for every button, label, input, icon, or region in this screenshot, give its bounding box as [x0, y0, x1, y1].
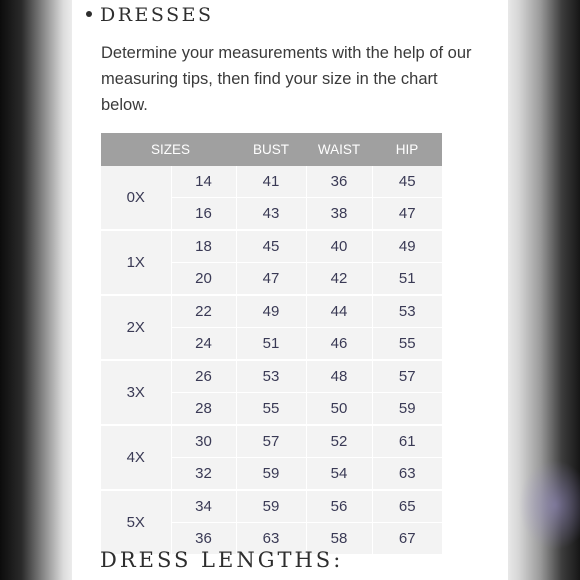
intro-paragraph: Determine your measurements with the help of our measuring tips, then find your size in the chart below.: [101, 44, 472, 114]
size-cell: 28: [171, 393, 236, 426]
waist-cell: 44: [306, 295, 372, 328]
table-row: [101, 490, 442, 523]
waist-cell: 52: [306, 425, 372, 458]
size-chart-body: [101, 166, 442, 555]
table-row: [101, 425, 442, 458]
size-cell: 30: [171, 425, 236, 458]
header-bust: BUST: [236, 133, 306, 166]
bust-cell: 41: [236, 166, 306, 198]
size-cell: 20: [171, 263, 236, 296]
left-blur-edge: [0, 0, 72, 580]
size-group-label: 1X: [101, 230, 171, 295]
waist-cell: 58: [306, 523, 372, 556]
dress-lengths-heading: DRESS LENGTHS:: [100, 548, 344, 572]
table-row: [101, 230, 442, 263]
size-cell: 24: [171, 328, 236, 361]
bust-cell: 45: [236, 230, 306, 263]
bust-cell: 59: [236, 490, 306, 523]
waist-cell: 38: [306, 198, 372, 231]
dresses-heading: [86, 4, 214, 26]
hip-cell: 65: [372, 490, 442, 523]
hip-cell: 57: [372, 360, 442, 393]
hip-cell: 45: [372, 166, 442, 198]
size-group-label: 5X: [101, 490, 171, 555]
bust-cell: 63: [236, 523, 306, 556]
header-sizes: SIZES: [101, 133, 236, 166]
hip-cell: 59: [372, 393, 442, 426]
waist-cell: 54: [306, 458, 372, 491]
size-guide-page: [72, 0, 508, 580]
size-group-label: 0X: [101, 166, 171, 230]
table-row: [101, 166, 442, 198]
hip-cell: 67: [372, 523, 442, 556]
size-cell: 34: [171, 490, 236, 523]
size-group-label: 3X: [101, 360, 171, 425]
bust-cell: 57: [236, 425, 306, 458]
bust-cell: 53: [236, 360, 306, 393]
hip-cell: 47: [372, 198, 442, 231]
size-group-label: 2X: [101, 295, 171, 360]
size-cell: 16: [171, 198, 236, 231]
waist-cell: 42: [306, 263, 372, 296]
size-cell: 36: [171, 523, 236, 556]
size-cell: 26: [171, 360, 236, 393]
hip-cell: 55: [372, 328, 442, 361]
bust-cell: 51: [236, 328, 306, 361]
hip-cell: 53: [372, 295, 442, 328]
waist-cell: 36: [306, 166, 372, 198]
right-blur-edge: [508, 0, 580, 580]
size-group-label: 4X: [101, 425, 171, 490]
hip-cell: 49: [372, 230, 442, 263]
header-hip: HIP: [372, 133, 442, 166]
hip-cell: 51: [372, 263, 442, 296]
dresses-heading-text: DRESSES: [100, 4, 214, 26]
size-cell: 22: [171, 295, 236, 328]
size-chart-table: [101, 133, 442, 556]
size-cell: 18: [171, 230, 236, 263]
table-row: [101, 360, 442, 393]
waist-cell: 40: [306, 230, 372, 263]
bust-cell: 55: [236, 393, 306, 426]
size-cell: 14: [171, 166, 236, 198]
hip-cell: 63: [372, 458, 442, 491]
bust-cell: 43: [236, 198, 306, 231]
bust-cell: 47: [236, 263, 306, 296]
table-row: [101, 295, 442, 328]
waist-cell: 48: [306, 360, 372, 393]
size-cell: 32: [171, 458, 236, 491]
waist-cell: 50: [306, 393, 372, 426]
waist-cell: 56: [306, 490, 372, 523]
hip-cell: 61: [372, 425, 442, 458]
table-header-row: [101, 133, 442, 166]
bust-cell: 59: [236, 458, 306, 491]
waist-cell: 46: [306, 328, 372, 361]
bust-cell: 49: [236, 295, 306, 328]
header-waist: WAIST: [306, 133, 372, 166]
bullet-icon: [86, 11, 92, 17]
